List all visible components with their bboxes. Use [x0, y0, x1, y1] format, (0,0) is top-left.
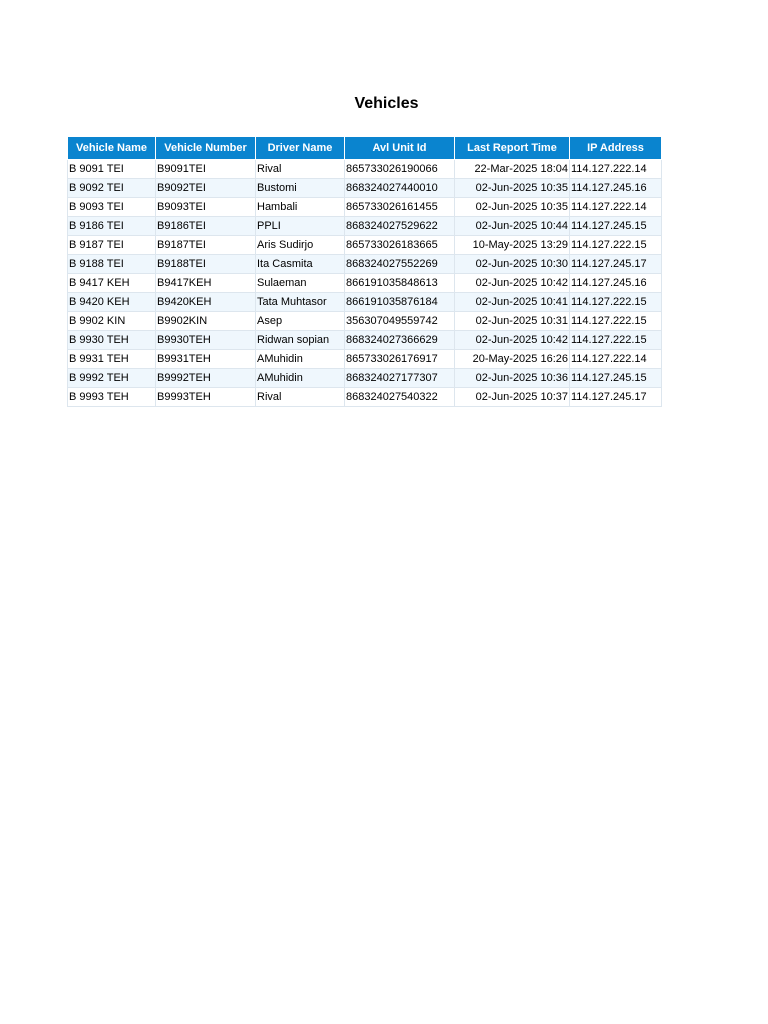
- avl-unit-id-cell: 866191035876184: [345, 293, 455, 312]
- driver-name-cell: Ridwan sopian: [256, 331, 345, 350]
- avl-unit-id-cell: 865733026161455: [345, 198, 455, 217]
- table-row: [68, 388, 662, 407]
- vehicle-number-cell: B9187TEI: [156, 236, 256, 255]
- ip-address-cell: 114.127.222.15: [570, 331, 662, 350]
- table-row: [68, 331, 662, 350]
- vehicle-number-cell: B9993TEH: [156, 388, 256, 407]
- last-report-time-cell: 02-Jun-2025 10:30: [455, 255, 570, 274]
- vehicle-name-cell: B 9187 TEI: [68, 236, 156, 255]
- ip-address-cell: 114.127.222.15: [570, 312, 662, 331]
- vehicle-number-cell: B9930TEH: [156, 331, 256, 350]
- last-report-time-cell: 02-Jun-2025 10:36: [455, 369, 570, 388]
- vehicle-number-cell: B9992TEH: [156, 369, 256, 388]
- table-row: [68, 217, 662, 236]
- avl-unit-id-cell: 868324027366629: [345, 331, 455, 350]
- column-header-vehicle-name: Vehicle Name: [68, 137, 156, 160]
- ip-address-cell: 114.127.245.16: [570, 179, 662, 198]
- ip-address-cell: 114.127.222.14: [570, 350, 662, 369]
- last-report-time-cell: 02-Jun-2025 10:35: [455, 198, 570, 217]
- vehicle-number-cell: B9092TEI: [156, 179, 256, 198]
- vehicle-number-cell: B9186TEI: [156, 217, 256, 236]
- vehicle-name-cell: B 9902 KIN: [68, 312, 156, 331]
- header-row: [68, 137, 662, 160]
- vehicle-name-cell: B 9992 TEH: [68, 369, 156, 388]
- avl-unit-id-cell: 868324027177307: [345, 369, 455, 388]
- ip-address-cell: 114.127.245.17: [570, 388, 662, 407]
- last-report-time-cell: 22-Mar-2025 18:04: [455, 160, 570, 179]
- driver-name-cell: Ita Casmita: [256, 255, 345, 274]
- driver-name-cell: Rival: [256, 388, 345, 407]
- avl-unit-id-cell: 865733026190066: [345, 160, 455, 179]
- avl-unit-id-cell: 868324027440010: [345, 179, 455, 198]
- table-row: [68, 369, 662, 388]
- ip-address-cell: 114.127.245.17: [570, 255, 662, 274]
- last-report-time-cell: 02-Jun-2025 10:44: [455, 217, 570, 236]
- vehicle-name-cell: B 9091 TEI: [68, 160, 156, 179]
- vehicle-number-cell: B9093TEI: [156, 198, 256, 217]
- ip-address-cell: 114.127.245.16: [570, 274, 662, 293]
- last-report-time-cell: 02-Jun-2025 10:41: [455, 293, 570, 312]
- last-report-time-cell: 10-May-2025 13:29: [455, 236, 570, 255]
- avl-unit-id-cell: 866191035848613: [345, 274, 455, 293]
- page-title: Vehicles: [354, 95, 419, 112]
- vehicle-name-cell: B 9420 KEH: [68, 293, 156, 312]
- ip-address-cell: 114.127.222.15: [570, 236, 662, 255]
- vehicle-name-cell: B 9417 KEH: [68, 274, 156, 293]
- last-report-time-cell: 02-Jun-2025 10:42: [455, 331, 570, 350]
- vehicles-table: [67, 136, 662, 407]
- table-row: [68, 274, 662, 293]
- driver-name-cell: Tata Muhtasor: [256, 293, 345, 312]
- table-row: [68, 293, 662, 312]
- ip-address-cell: 114.127.222.14: [570, 198, 662, 217]
- table-row: [68, 312, 662, 331]
- last-report-time-cell: 02-Jun-2025 10:42: [455, 274, 570, 293]
- last-report-time-cell: 02-Jun-2025 10:37: [455, 388, 570, 407]
- column-header-driver-name: Driver Name: [256, 137, 345, 160]
- vehicle-name-cell: B 9931 TEH: [68, 350, 156, 369]
- ip-address-cell: 114.127.245.15: [570, 369, 662, 388]
- driver-name-cell: AMuhidin: [256, 350, 345, 369]
- column-header-ip-address: IP Address: [570, 137, 662, 160]
- driver-name-cell: AMuhidin: [256, 369, 345, 388]
- driver-name-cell: Bustomi: [256, 179, 345, 198]
- vehicle-number-cell: B9902KIN: [156, 312, 256, 331]
- table-header: [68, 137, 662, 160]
- driver-name-cell: Aris Sudirjo: [256, 236, 345, 255]
- avl-unit-id-cell: 865733026183665: [345, 236, 455, 255]
- table-row: [68, 179, 662, 198]
- table-row: [68, 160, 662, 179]
- driver-name-cell: PPLI: [256, 217, 345, 236]
- table-body: [68, 160, 662, 407]
- avl-unit-id-cell: 865733026176917: [345, 350, 455, 369]
- vehicle-name-cell: B 9093 TEI: [68, 198, 156, 217]
- table-row: [68, 350, 662, 369]
- vehicle-name-cell: B 9188 TEI: [68, 255, 156, 274]
- driver-name-cell: Rival: [256, 160, 345, 179]
- driver-name-cell: Asep: [256, 312, 345, 331]
- vehicle-number-cell: B9420KEH: [156, 293, 256, 312]
- last-report-time-cell: 02-Jun-2025 10:35: [455, 179, 570, 198]
- vehicle-name-cell: B 9930 TEH: [68, 331, 156, 350]
- vehicle-name-cell: B 9993 TEH: [68, 388, 156, 407]
- avl-unit-id-cell: 868324027552269: [345, 255, 455, 274]
- avl-unit-id-cell: 356307049559742: [345, 312, 455, 331]
- vehicle-number-cell: B9188TEI: [156, 255, 256, 274]
- table-row: [68, 236, 662, 255]
- ip-address-cell: 114.127.222.14: [570, 160, 662, 179]
- vehicle-number-cell: B9091TEI: [156, 160, 256, 179]
- driver-name-cell: Hambali: [256, 198, 345, 217]
- vehicle-name-cell: B 9186 TEI: [68, 217, 156, 236]
- avl-unit-id-cell: 868324027529622: [345, 217, 455, 236]
- vehicle-name-cell: B 9092 TEI: [68, 179, 156, 198]
- column-header-last-report-time: Last Report Time: [455, 137, 570, 160]
- table-row: [68, 255, 662, 274]
- last-report-time-cell: 02-Jun-2025 10:31: [455, 312, 570, 331]
- column-header-avl-unit-id: Avl Unit Id: [345, 137, 455, 160]
- last-report-time-cell: 20-May-2025 16:26: [455, 350, 570, 369]
- vehicle-number-cell: B9931TEH: [156, 350, 256, 369]
- column-header-vehicle-number: Vehicle Number: [156, 137, 256, 160]
- vehicle-number-cell: B9417KEH: [156, 274, 256, 293]
- avl-unit-id-cell: 868324027540322: [345, 388, 455, 407]
- ip-address-cell: 114.127.222.15: [570, 293, 662, 312]
- table-row: [68, 198, 662, 217]
- ip-address-cell: 114.127.245.15: [570, 217, 662, 236]
- driver-name-cell: Sulaeman: [256, 274, 345, 293]
